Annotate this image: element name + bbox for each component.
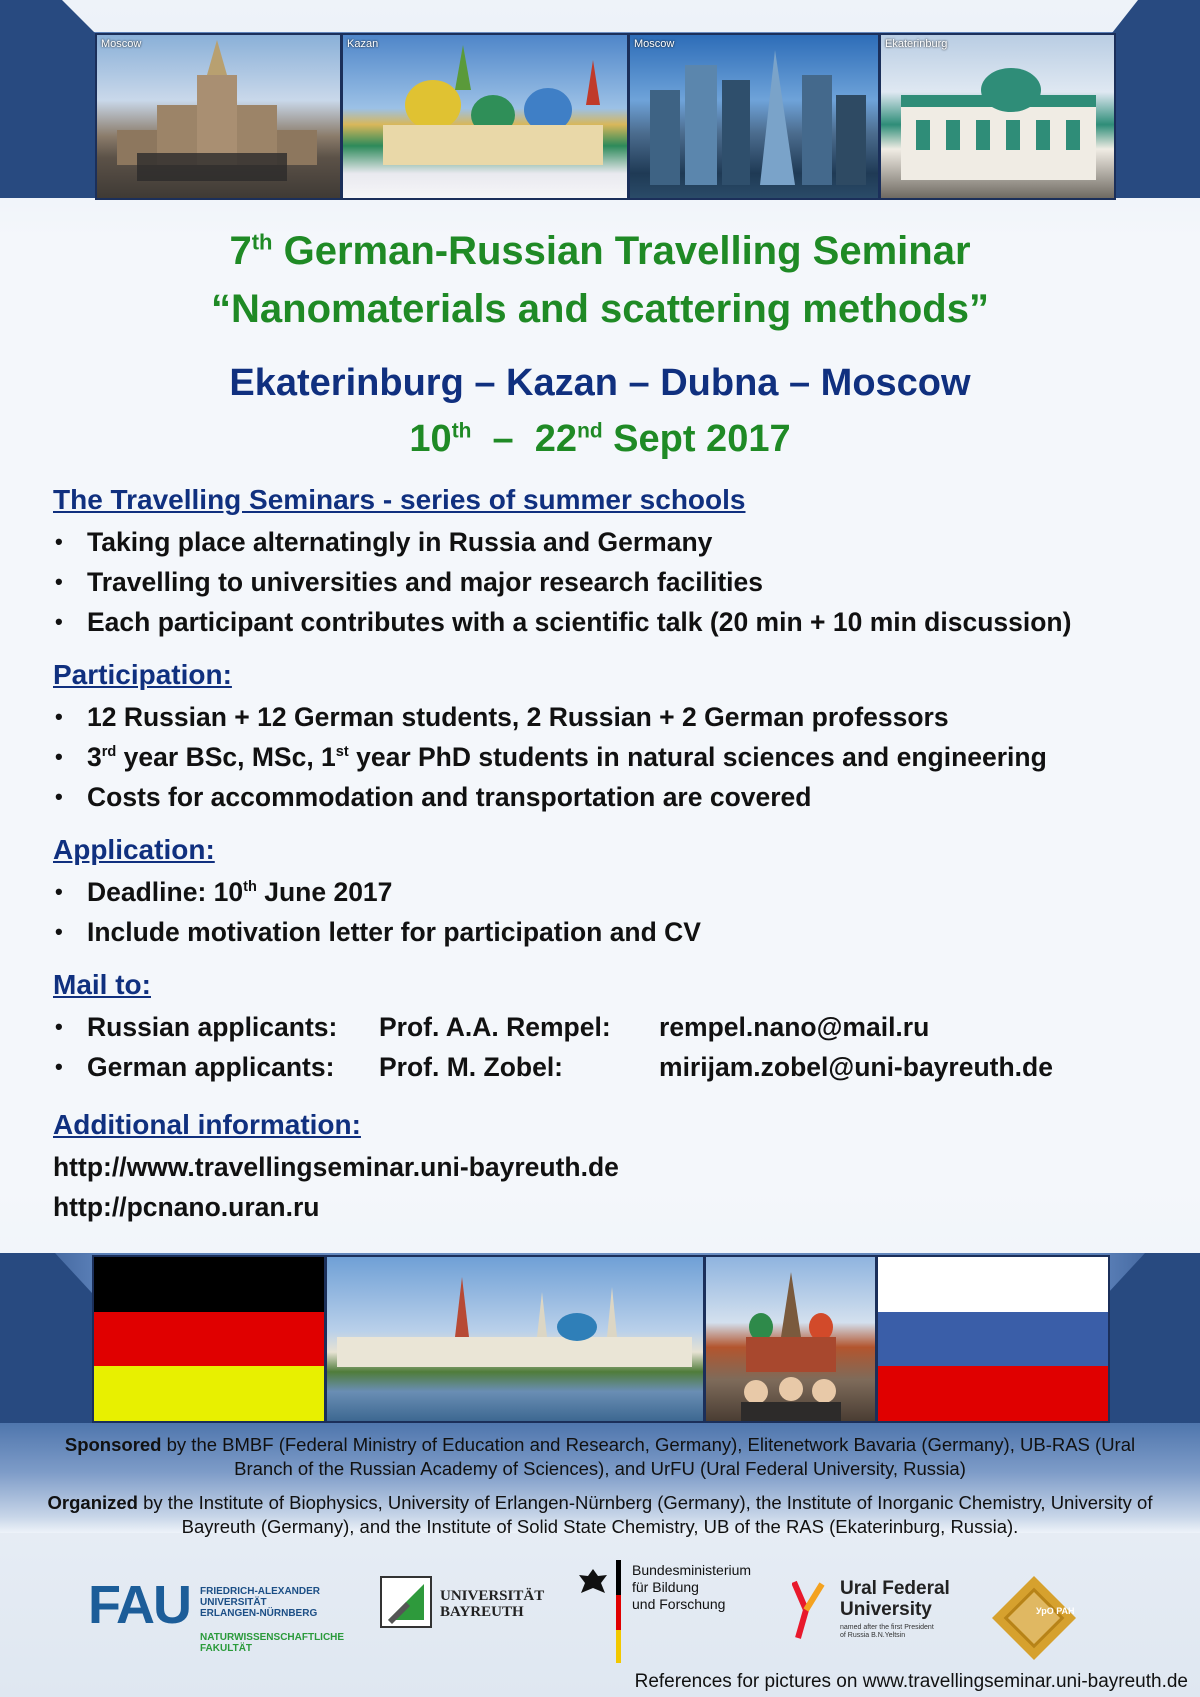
seminar-dates: 10th – 22nd Sept 2017 xyxy=(409,418,791,460)
urfu-logo xyxy=(792,1578,972,1648)
flag-stripe xyxy=(94,1312,324,1367)
skyscrapers-icon xyxy=(630,35,878,198)
participation-list xyxy=(53,697,1173,817)
flag-stripe xyxy=(878,1312,1108,1367)
partner-logos xyxy=(0,1560,1200,1670)
list-item: • Taking place alternatingly in Russia and Germany xyxy=(53,522,1173,562)
list-item: • Include motivation letter for participation and CV xyxy=(53,912,1173,952)
bayreuth-mark-icon xyxy=(380,1576,432,1628)
mail-list xyxy=(53,1007,1173,1087)
sponsors-text: Sponsored by the BMBF (Federal Ministry of Education and Research, Germany), Elitenetwork Bavaria (Germany), UB-RAS (Ural Branch of the Russian Academy of Sciences), and UrFU (Ural Federal University, Russia) xyxy=(64,1434,1136,1479)
photo-caption: Kazan xyxy=(347,38,379,50)
header-band xyxy=(0,0,1200,198)
moscow-university-building-icon xyxy=(97,35,340,198)
kazan-kremlin-icon xyxy=(327,1257,703,1421)
applicant-group: Russian applicants: xyxy=(87,1012,338,1042)
mail-row xyxy=(53,1007,1173,1047)
list-item: • Deadline: 10th June 2017 xyxy=(53,872,1173,912)
travelling-list xyxy=(53,522,1173,642)
bmbf-logo xyxy=(576,1560,776,1665)
bmbf-name: Bundesministerium für Bildung und Forschung xyxy=(632,1562,752,1612)
contact-professor: Prof. A.A. Rempel: xyxy=(379,1012,611,1042)
sevastyanov-house-icon xyxy=(881,35,1114,198)
seminar-title: 7th German-Russian Travelling Seminar xyxy=(229,229,971,273)
mail-row xyxy=(53,1047,1173,1087)
list-item: • 12 Russian + 12 German students, 2 Russian + 2 German professors xyxy=(53,697,1173,737)
urfu-mark-icon xyxy=(792,1580,826,1642)
organizers-text: Organized by the Institute of Biophysics, University of Erlangen-Nürnberg (Germany), the Institute of Inorganic Chemistry, University of Bayreuth (Germany), and the Institute of Solid State Chemistry, UB of the RAS (Ekaterinburg, Russia). xyxy=(47,1492,1153,1537)
applicant-group: German applicants: xyxy=(87,1052,335,1082)
section-heading-application: Application: xyxy=(53,834,215,865)
picture-references: References for pictures on www.travellingseminar.uni-bayreuth.de xyxy=(634,1671,1188,1692)
fau-logo xyxy=(88,1575,348,1658)
bayreuth-name: UNIVERSITÄT BAYREUTH xyxy=(440,1588,545,1620)
section-heading-participation: Participation: xyxy=(53,659,232,690)
flag-stripe xyxy=(878,1257,1108,1312)
flag-stripe xyxy=(94,1257,324,1312)
photo-moscow-city xyxy=(628,33,880,200)
photo-caption: Moscow xyxy=(634,38,675,50)
photo-kazan-kremlin xyxy=(325,1255,705,1423)
urfu-name: Ural Federal University xyxy=(840,1578,950,1620)
fau-mark: FAU xyxy=(88,1575,190,1635)
list-item: • Costs for accommodation and transportation are covered xyxy=(53,777,1173,817)
flag-stripe xyxy=(878,1366,1108,1421)
application-list xyxy=(53,872,1173,952)
contact-professor: Prof. M. Zobel: xyxy=(379,1052,564,1082)
bayreuth-logo xyxy=(380,1576,560,1636)
info-link[interactable]: http://www.travellingseminar.uni-bayreuth.de xyxy=(53,1152,619,1182)
photo-caption: Moscow xyxy=(101,38,142,50)
photo-saint-basil xyxy=(704,1255,877,1423)
russian-flag xyxy=(876,1255,1110,1423)
federal-eagle-icon xyxy=(576,1566,610,1600)
german-flag xyxy=(92,1255,326,1423)
uro-ran-logo xyxy=(988,1572,1080,1664)
section-heading-additional: Additional information: xyxy=(53,1109,361,1140)
fau-name: FRIEDRICH-ALEXANDER UNIVERSITÄT ERLANGEN-NÜRNBERG xyxy=(200,1586,320,1619)
contact-email[interactable]: mirijam.zobel@uni-bayreuth.de xyxy=(659,1052,1053,1082)
saint-basil-cathedral-icon xyxy=(706,1257,875,1421)
urfu-subtitle: named after the first President of Russia B.N.Yeltsin xyxy=(840,1624,934,1639)
main-content xyxy=(53,482,1173,1227)
list-item: • Each participant contributes with a scientific talk (20 min + 10 min discussion) xyxy=(53,602,1173,642)
section-heading-mail: Mail to: xyxy=(53,969,151,1000)
photo-moscow-university xyxy=(95,33,342,200)
additional-links xyxy=(53,1147,1173,1227)
seminar-subtitle: “Nanomaterials and scattering methods” xyxy=(211,287,989,331)
photo-caption: Ekaterinburg xyxy=(885,38,948,50)
info-link[interactable]: http://pcnano.uran.ru xyxy=(53,1192,320,1222)
photo-ekaterinburg-house xyxy=(879,33,1116,200)
uro-ran-mark-icon xyxy=(988,1572,1080,1664)
kazan-temple-icon xyxy=(343,35,627,198)
list-item: • 3rd year BSc, MSc, 1st year PhD students in natural sciences and engineering xyxy=(53,737,1173,777)
contact-email[interactable]: rempel.nano@mail.ru xyxy=(659,1012,930,1042)
section-heading-travelling: The Travelling Seminars - series of summer schools xyxy=(53,484,746,515)
list-item: • Travelling to universities and major research facilities xyxy=(53,562,1173,602)
fau-faculty: NATURWISSENSCHAFTLICHE FAKULTÄT xyxy=(200,1632,345,1654)
flag-stripe xyxy=(94,1366,324,1421)
uro-ran-label: УрО РАН xyxy=(1036,1606,1075,1616)
route-cities: Ekaterinburg – Kazan – Dubna – Moscow xyxy=(229,362,971,404)
photo-kazan-temple xyxy=(341,33,629,200)
